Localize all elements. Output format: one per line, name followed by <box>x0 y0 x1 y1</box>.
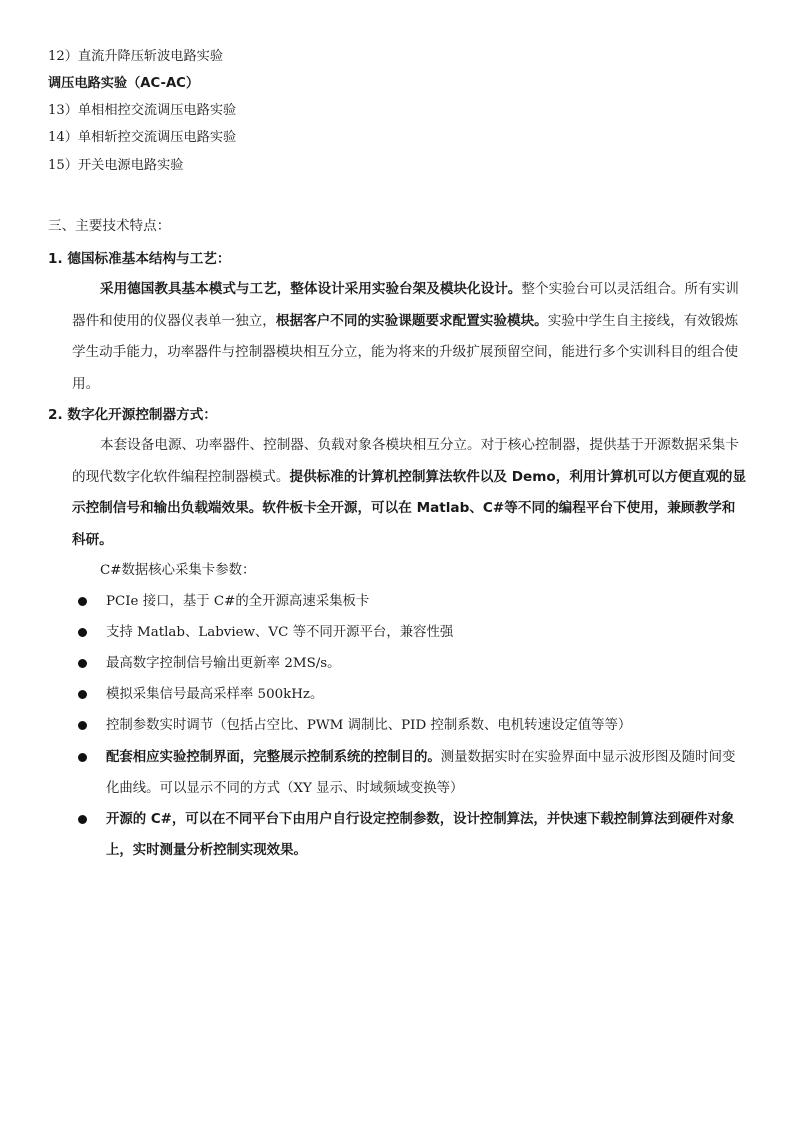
bullet-dot-icon <box>78 597 87 606</box>
bullet-item: 配套相应实验控制界面，完整展示控制系统的控制目的。测量数据实时在实验界面中显示波形图及随时间变化曲线。可以显示不同的方式（XY 显示、时域频域变换等） <box>78 742 748 804</box>
item1-text-2: 实验中学生自主接线，有效锻炼学生动手能力，功率器件与控制器模块相互分立，能为将来的升级扩展预留空间，能进行多个实训科目的组合使用。 <box>72 312 739 393</box>
list-item-14: 14）单相斩控交流调压电路实验 <box>48 130 237 145</box>
item1-text-1: 整个实验台可以灵活组合。所有实训器件和使用的仪器仪表单一独立， <box>72 281 739 329</box>
item1-bold-2: 根据客户不同的实验课题要求配置实验模块。 <box>275 312 548 329</box>
list-item-13: 13）单相相控交流调压电路实验 <box>48 103 237 118</box>
item2-paragraph <box>72 430 748 557</box>
item2-text-1: 本套设备电源、功率器件、控制器、负载对象各模块相互分立。对于核心控制器，提供基于开源数据采集卡的现代数字化软件编程控制器模式。 <box>72 437 739 485</box>
bullet-dot-icon <box>78 628 87 637</box>
bullet-dot-icon <box>78 753 87 762</box>
bullet-dot-icon <box>78 815 87 824</box>
bullet-item: 支持 Matlab、Labview、VC 等不同开源平台，兼容性强 <box>78 617 748 648</box>
bullet-item: PCIe 接口，基于 C#的全开源高速采集板卡 <box>78 586 748 617</box>
section-title: 三、主要技术特点： <box>48 218 171 234</box>
bullet-dot-icon <box>78 659 87 668</box>
item1-paragraph <box>72 274 748 401</box>
item1-title: 1. 德国标准基本结构与工艺： <box>48 251 231 267</box>
item1-bold-1: 采用德国教具基本模式与工艺，整体设计采用实验台架及模块化设计。 <box>100 281 522 297</box>
bullet-dot-icon <box>78 721 87 730</box>
list-item-12: 12）直流升降压斩波电路实验 <box>48 49 224 64</box>
bullet-item: 最高数字控制信号输出更新率 2MS/s。 <box>78 648 748 679</box>
bullet-item: 控制参数实时调节（包括占空比、PWM 调制比、PID 控制系数、电机转速设定值等等） <box>78 710 748 741</box>
subsection-heading-ac-ac: 调压电路实验（AC-AC） <box>48 76 200 91</box>
list-item-15: 15）开关电源电路实验 <box>48 158 184 173</box>
params-label: C#数据核心采集卡参数： <box>100 563 256 578</box>
item2-title: 2. 数字化开源控制器方式： <box>48 407 217 423</box>
bullet-item: 模拟采集信号最高采样率 500kHz。 <box>78 679 748 710</box>
bullet-dot-icon <box>78 690 87 699</box>
item2-bold-1: 提供标准的计算机控制算法软件以及 Demo，利用计算机可以方便直观的显示控制信号和输出负载端效果。软件板卡全开源，可以在 Matlab、C#等不同的编程平台下使用，兼顾教学和科研。 <box>72 468 747 549</box>
bullet-item: 开源的 C#，可以在不同平台下由用户自行设定控制参数，设计控制算法，并快速下载控制算法到硬件对象上，实时测量分析控制实现效果。 <box>78 804 748 866</box>
